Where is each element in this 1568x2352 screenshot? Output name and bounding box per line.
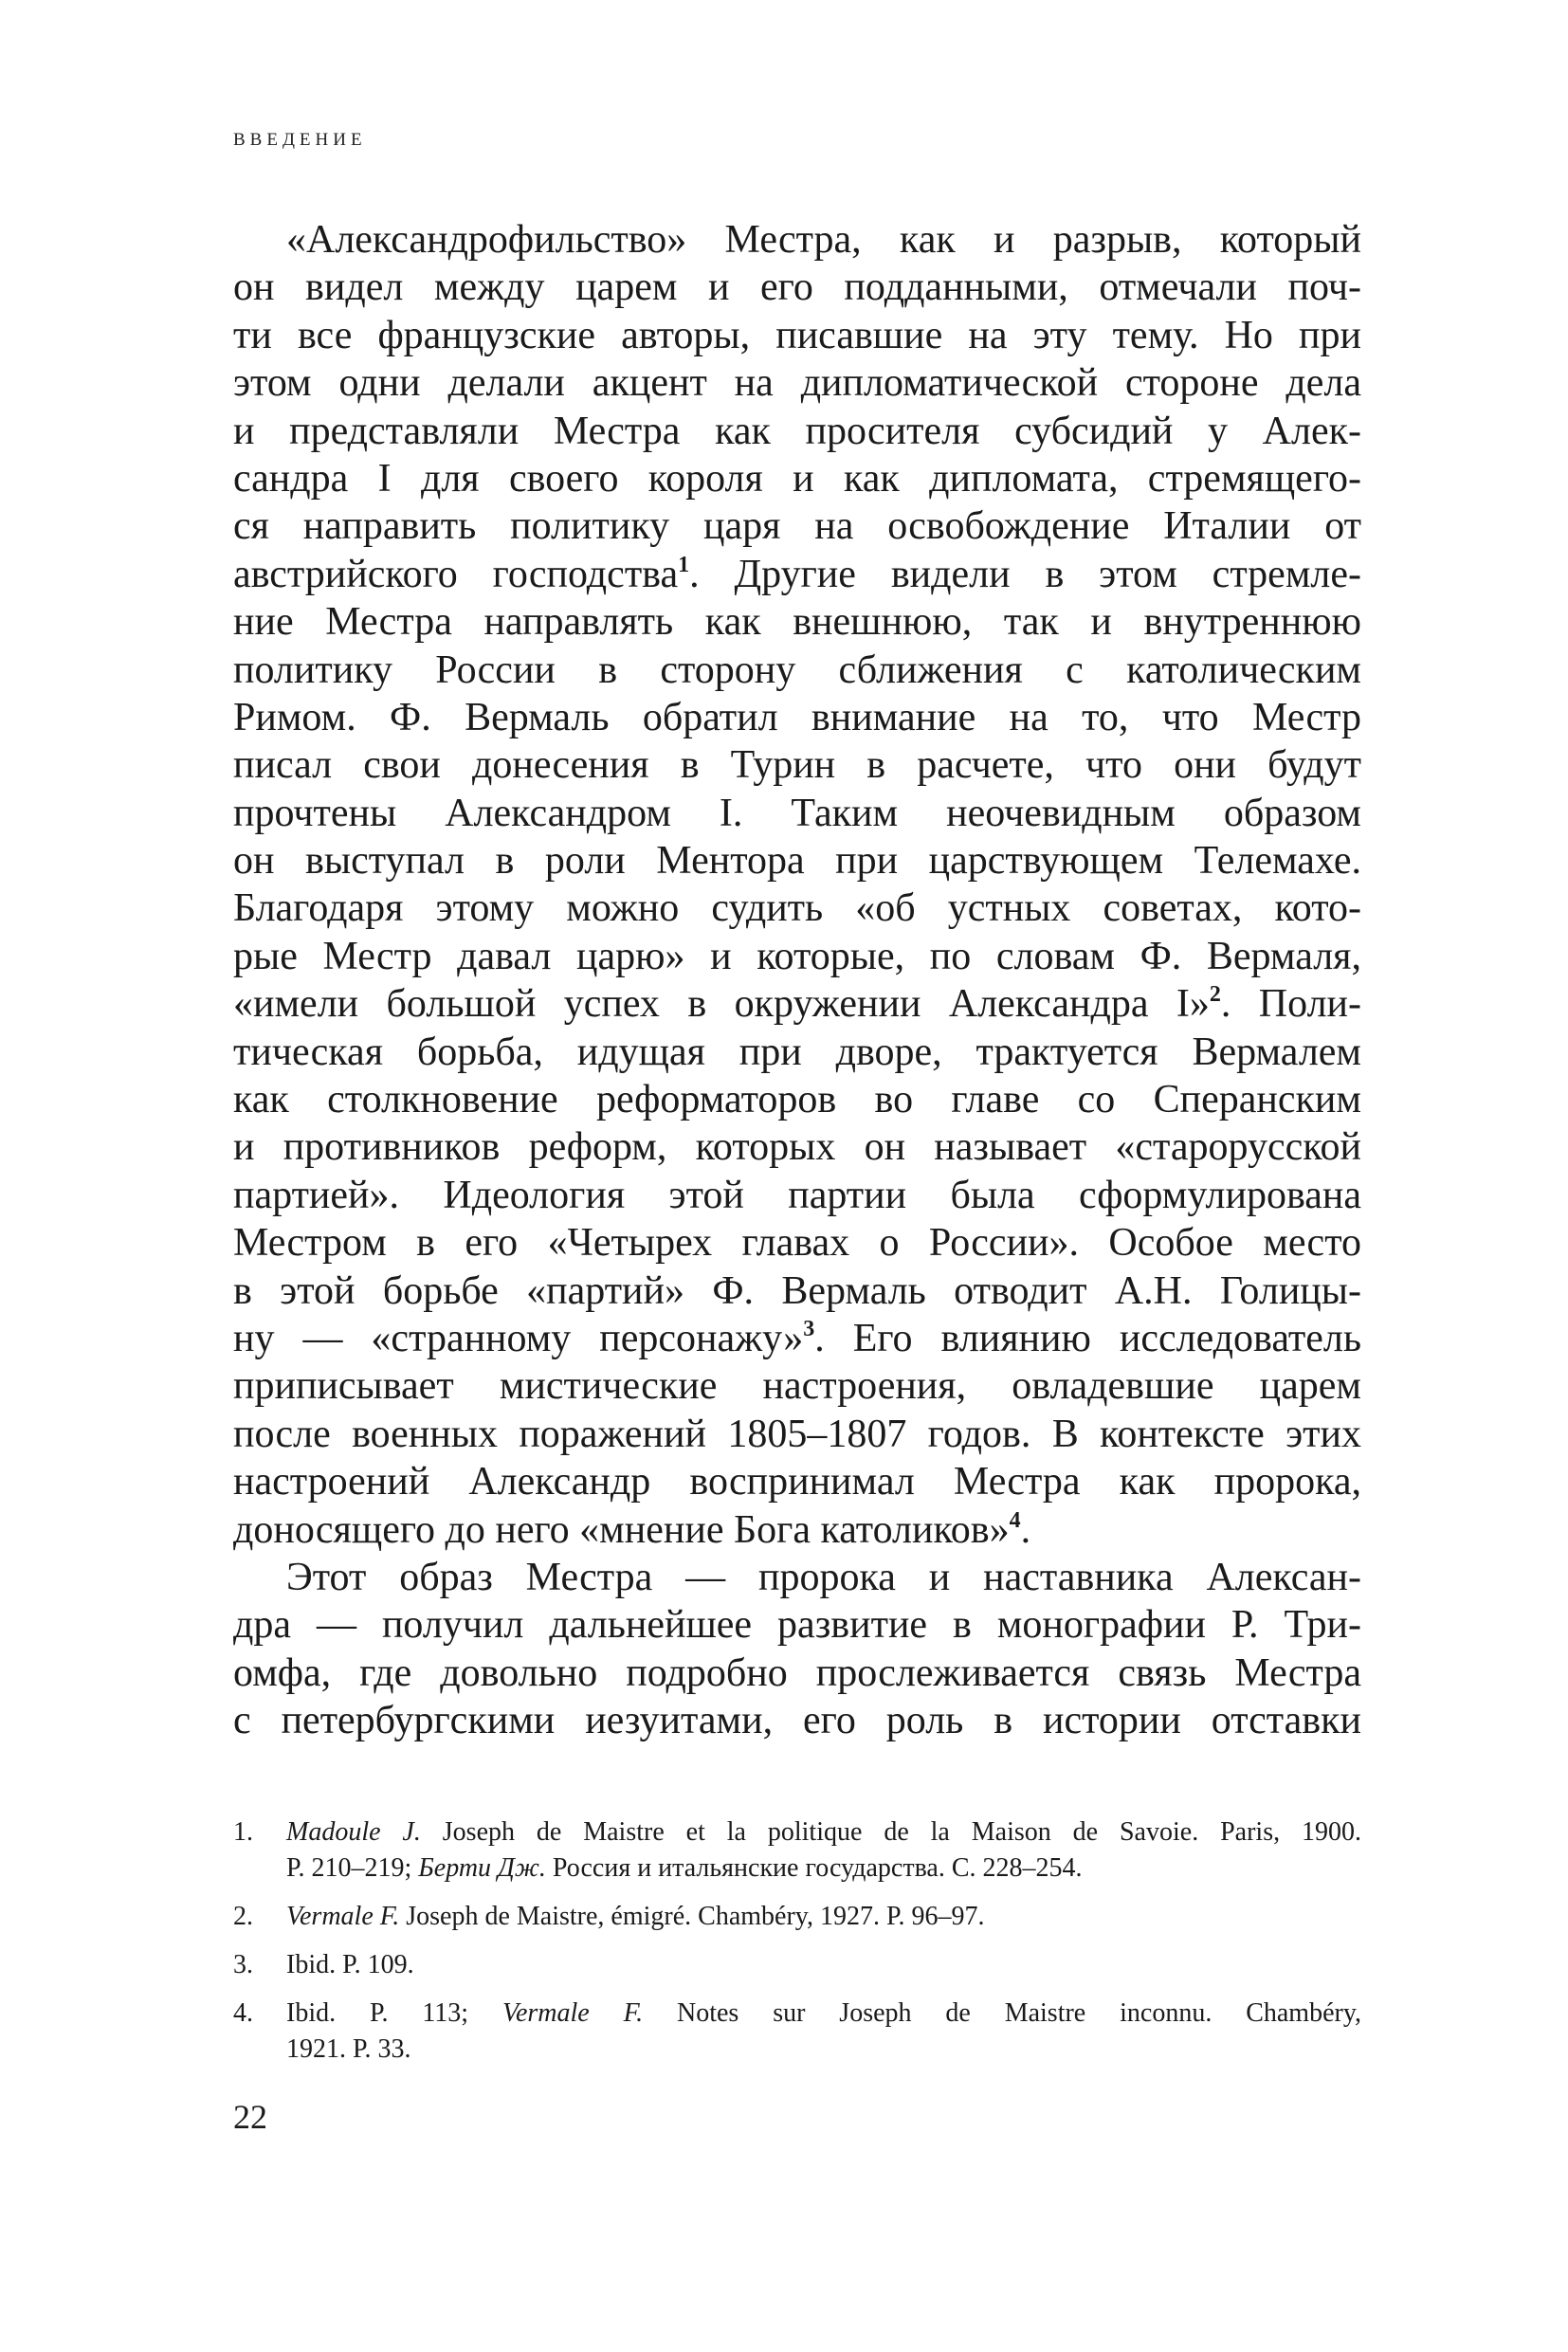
text-line: и представляли Местра как просителя субсидий у Алек- <box>233 409 1361 453</box>
footnote-number: 4. <box>233 1998 253 2028</box>
text-line: ние Местра направлять как внешнюю, так и внутреннюю <box>233 600 1361 645</box>
text-line: омфа, где довольно подробно прослеживается связь Местра <box>233 1650 1361 1695</box>
text-segment: ну — «странному персонажу» <box>233 1316 804 1360</box>
footnote-ref-4[interactable]: 4 <box>1009 1507 1021 1533</box>
text-line <box>233 980 1361 1028</box>
footnote-line <box>286 1899 1361 1935</box>
text-line: настроений Александр воспринимал Местра как пророка, <box>233 1460 1361 1504</box>
text-segment: доносящего до него «мнение Бога католиков» <box>233 1507 1010 1552</box>
footnote-text: Россия и итальянские государства. С. 228–254. <box>545 1853 1083 1883</box>
footnote-number: 2. <box>233 1902 253 1931</box>
footnote-author: Vermale F. <box>286 1902 400 1931</box>
footnote-ref-2[interactable]: 2 <box>1209 982 1221 1008</box>
footnote-number: 3. <box>233 1950 253 1979</box>
text-line: «Александрофильство» Местра, как и разрыв, который <box>286 218 1361 262</box>
text-line: дра — получил дальнейшее развитие в монографии Р. Три- <box>233 1603 1361 1648</box>
footnote-4 <box>233 1996 1361 2068</box>
footnote-line <box>286 1851 1361 1887</box>
text-line: приписывает мистические настроения, овладевшие царем <box>233 1364 1361 1409</box>
text-segment: «имели большой успех в окружении Александра I» <box>233 982 1210 1027</box>
text-line <box>233 551 1361 598</box>
footnote-ref-3[interactable]: 3 <box>803 1316 815 1341</box>
text-line: Римом. Ф. Вермаль обратил внимание на то, что Местр <box>233 695 1361 739</box>
text-line: ти все французские авторы, писавшие на эту тему. Но при <box>233 313 1361 357</box>
footnote-author: Madoule J. <box>286 1817 421 1847</box>
running-head: ВВЕДЕНИЕ <box>233 130 367 150</box>
text-line: рые Местр давал царю» и которые, по словам Ф. Вермаля, <box>233 934 1361 978</box>
footnotes <box>233 1814 1361 2080</box>
text-line: тическая борьба, идущая при дворе, трактуется Вермалем <box>233 1030 1361 1074</box>
text-segment: . Другие видели в этом стремле- <box>689 552 1361 596</box>
footnote-author: Берти Дж. <box>418 1853 546 1883</box>
footnote-ref-1[interactable]: 1 <box>678 552 690 577</box>
text-line: прочтены Александром I. Таким неочевидным образом <box>233 791 1361 835</box>
text-line: политику России в сторону сближения с католическим <box>233 647 1361 692</box>
text-line: как столкновение реформаторов во главе со Сперанским <box>233 1078 1361 1122</box>
footnote-line <box>286 1996 1361 2032</box>
main-text <box>233 216 1361 1745</box>
footnote-line: 1921. P. 33. <box>286 2034 411 2064</box>
text-line: он видел между царем и его подданными, отмечали поч- <box>233 265 1361 310</box>
text-line: после военных поражений 1805–1807 годов. В контексте этих <box>233 1412 1361 1456</box>
text-line: с петербургскими иезуитами, его роль в истории отставки <box>233 1699 1361 1743</box>
text-line: сандра I для своего короля и как дипломата, стремящего- <box>233 456 1361 501</box>
text-line: писал свои донесения в Турин в расчете, что они будут <box>233 743 1361 788</box>
text-line: ся направить политику царя на освобождение Италии от <box>233 504 1361 549</box>
footnote-number: 1. <box>233 1817 253 1847</box>
footnote-text: Notes sur Joseph de Maistre inconnu. Chambéry, <box>643 1998 1362 2028</box>
text-line: он выступал в роли Ментора при царствующем Телемахе. <box>233 839 1361 884</box>
text-line: Благодаря этому можно судить «об устных советах, кото- <box>233 886 1361 931</box>
text-line: Местром в его «Четырех главах о России». Особое место <box>233 1221 1361 1266</box>
text-line: в этой борьбе «партий» Ф. Вермаль отводит А.Н. Голицы- <box>233 1268 1361 1313</box>
text-line: и противников реформ, которых он называет «старорусской <box>233 1125 1361 1170</box>
text-line: Этот образ Местра — пророка и наставника Алексан- <box>286 1555 1361 1599</box>
text-segment: австрийского господства <box>233 552 679 596</box>
footnote-text: P. 210–219; <box>286 1853 419 1883</box>
footnote-text: Joseph de Maistre, émigré. Chambéry, 1927. P. 96–97. <box>399 1902 985 1931</box>
text-line <box>233 1315 1361 1362</box>
footnote-author: Vermale F. <box>501 1998 644 2028</box>
text-segment: . Его влиянию исследователь <box>814 1316 1361 1360</box>
text-line: партией». Идеология этой партии была сформулирована <box>233 1173 1361 1217</box>
page-number: 22 <box>233 2098 267 2136</box>
footnote-line <box>286 1814 1361 1851</box>
text-segment: . Поли- <box>1220 982 1362 1027</box>
footnote-line: Ibid. P. 109. <box>286 1950 414 1979</box>
footnote-1 <box>233 1814 1361 1887</box>
text-line <box>233 1506 1361 1554</box>
text-segment: . <box>1020 1507 1031 1552</box>
footnote-2 <box>233 1899 1361 1935</box>
footnote-3 <box>233 1947 1361 1983</box>
text-line: этом одни делали акцент на дипломатической стороне дела <box>233 361 1361 406</box>
footnote-text: Joseph de Maistre et la politique de la Maison de Savoie. Paris, 1900. <box>420 1817 1361 1847</box>
footnote-text: Ibid. P. 113; <box>286 1998 502 2028</box>
